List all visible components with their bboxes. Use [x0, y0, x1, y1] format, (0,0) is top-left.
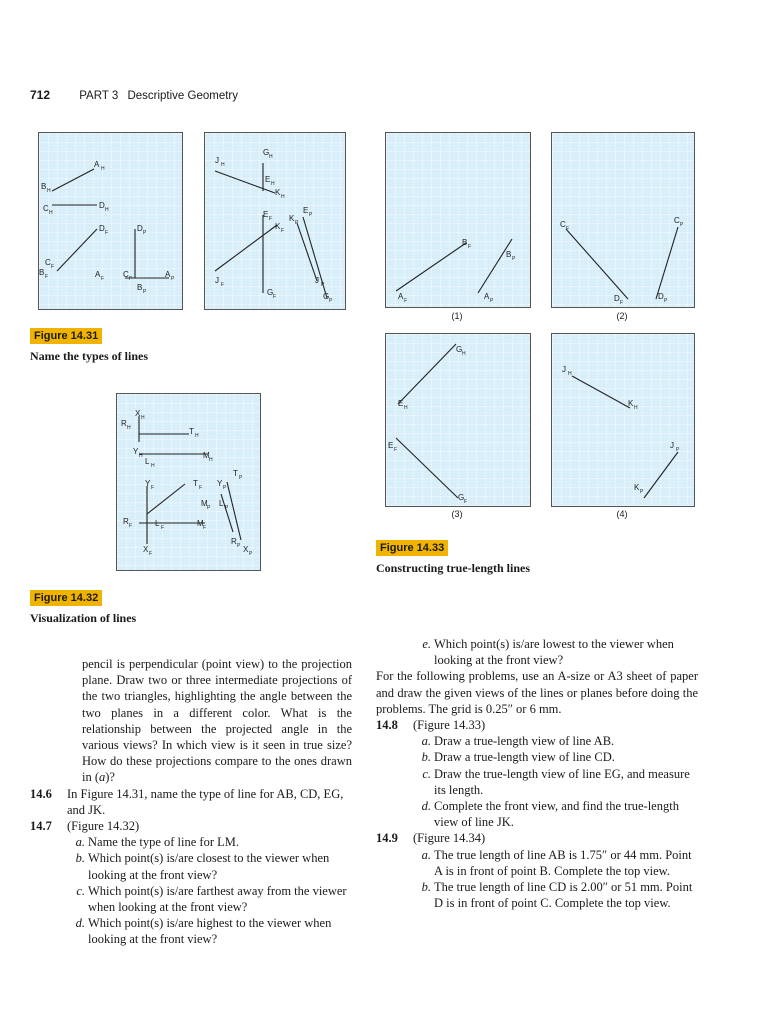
- figure-14-32-tag: Figure 14.32: [30, 590, 102, 606]
- pt-XP: X: [243, 545, 249, 554]
- svg-text:P: P: [225, 505, 229, 511]
- figure-14-33-panel-3-label: (3): [451, 509, 463, 519]
- pt-TF: T: [193, 479, 198, 488]
- pt-EP: E: [303, 206, 309, 215]
- pt-CF: C: [560, 220, 566, 229]
- problem-14-8: 14.8 (Figure 14.33): [376, 718, 486, 733]
- problem-14-8-a: a. Draw a true-length view of line AB.: [421, 734, 615, 749]
- svg-text:F: F: [199, 485, 203, 491]
- pt-JF: J: [215, 276, 219, 285]
- pt-KP: K: [634, 483, 640, 492]
- svg-text:H: H: [127, 425, 131, 431]
- intro-paragraph: For the following problems, use an A-size or A3 sheet of paper and draw the given views of the lines or planes before doing the problems. The grid is 0.25″ or 6 mm.: [376, 669, 698, 716]
- pt-GH: G: [263, 148, 270, 157]
- svg-text:P: P: [329, 298, 333, 304]
- pt-BP: B: [137, 283, 143, 292]
- svg-text:F: F: [394, 447, 398, 453]
- svg-text:F: F: [101, 276, 105, 282]
- pt-RH: R: [121, 419, 127, 428]
- pt-CH: C: [43, 204, 49, 213]
- svg-text:F: F: [281, 228, 285, 234]
- pt-AF: A: [398, 292, 404, 301]
- svg-text:F: F: [129, 523, 133, 529]
- pt-YP: Y: [217, 479, 223, 488]
- figure-14-32: [116, 393, 261, 571]
- pt-GH: G: [456, 345, 463, 354]
- problem-14-8-b: b. Draw a true-length view of line CD.: [421, 750, 615, 765]
- pt-RF: R: [123, 517, 129, 526]
- figure-14-33-panel-4: [551, 333, 695, 507]
- pt-JP: J: [670, 441, 674, 450]
- problem-14-9: 14.9 (Figure 14.34): [376, 831, 486, 846]
- problem-14-7-c: c. Which point(s) is/are farthest away from the viewer when looking at the front view?: [76, 883, 347, 915]
- figure-14-31-panel-b: [204, 132, 346, 310]
- figure-14-33-caption: Constructing true-length lines: [376, 561, 530, 575]
- problem-14-7-d: d. Which point(s) is/are highest to the viewer when looking at the front view?: [75, 916, 332, 947]
- pt-EH: E: [265, 175, 271, 184]
- svg-text:F: F: [51, 264, 55, 270]
- svg-text:F: F: [161, 525, 165, 531]
- pt-KH: K: [275, 188, 281, 197]
- svg-text:P: P: [223, 485, 227, 491]
- figure-14-32-caption: Visualization of lines: [30, 611, 137, 625]
- svg-text:P: P: [490, 298, 494, 304]
- pt-DP: D: [137, 224, 143, 233]
- svg-text:P: P: [640, 489, 644, 495]
- part-label: PART 3: [79, 90, 119, 102]
- pt-CP: C: [674, 216, 680, 225]
- pt-XF: X: [143, 545, 149, 554]
- pt-KP: K: [289, 214, 295, 223]
- svg-text:F: F: [404, 298, 408, 304]
- problem-14-8-c: c. Draw the true-length view of line EG, and measure its length.: [422, 766, 690, 797]
- pt-GF: G: [458, 493, 465, 502]
- svg-text:P: P: [295, 220, 299, 226]
- svg-text:F: F: [203, 525, 207, 531]
- pt-RP: R: [231, 537, 237, 546]
- pt-DP: D: [658, 292, 664, 301]
- pt-TP: T: [233, 469, 238, 478]
- svg-text:H: H: [49, 210, 53, 216]
- svg-text:P: P: [321, 282, 325, 288]
- pt-BP: B: [506, 250, 512, 259]
- figure-14-31-tag: Figure 14.31: [30, 328, 102, 344]
- svg-text:F: F: [149, 551, 153, 557]
- pt-AH: A: [94, 160, 100, 169]
- problem-14-8-d: d. Complete the front view, and find the true-length view of line JK.: [421, 799, 679, 830]
- svg-text:P: P: [143, 230, 147, 236]
- svg-text:H: H: [269, 154, 273, 160]
- figure-14-33-panel-1-label: (1): [451, 311, 463, 321]
- svg-text:F: F: [273, 294, 277, 300]
- figure-14-33-panel-2-label: (2): [616, 311, 628, 321]
- pt-DF: D: [614, 294, 620, 303]
- svg-text:H: H: [462, 351, 466, 357]
- pt-JP: J: [315, 276, 319, 285]
- svg-text:H: H: [47, 188, 51, 194]
- figure-14-33-panel-3: [385, 333, 531, 507]
- problem-14-7-b: b. Which point(s) is/are closest to the viewer when looking at the front view?: [75, 851, 330, 882]
- pt-EF: E: [263, 210, 269, 219]
- problem-14-9-a: a. The true length of line AB is 1.75″ or 44 mm. Point A is in front of point B. Complete the top view.: [421, 847, 692, 878]
- svg-text:P: P: [129, 276, 133, 282]
- pt-JH: J: [215, 156, 219, 165]
- problem-14-7-e: e. Which point(s) is/are lowest to the viewer when looking at the front view?: [422, 637, 674, 668]
- pt-AP: A: [484, 292, 490, 301]
- pt-MH: M: [203, 451, 210, 460]
- pt-MF: M: [197, 519, 204, 528]
- pt-JH: J: [562, 365, 566, 374]
- svg-text:F: F: [468, 244, 472, 250]
- svg-text:P: P: [680, 222, 684, 228]
- page-header: [30, 88, 238, 102]
- svg-text:F: F: [566, 226, 570, 232]
- pt-DH: D: [99, 201, 105, 210]
- svg-text:F: F: [269, 216, 273, 222]
- pt-AF: A: [95, 270, 101, 279]
- pt-MP: M: [201, 499, 208, 508]
- pt-XH: X: [135, 409, 141, 418]
- svg-text:P: P: [309, 212, 313, 218]
- section-title: Descriptive Geometry: [127, 90, 238, 102]
- svg-text:F: F: [151, 485, 155, 491]
- pt-BF: B: [462, 238, 468, 247]
- svg-text:H: H: [195, 433, 199, 439]
- problem-14-9-b: b. The true length of line CD is 2.00″ or 51 mm. Point D is in front of point C. Complete the top view.: [421, 880, 693, 911]
- svg-text:F: F: [105, 230, 109, 236]
- svg-text:P: P: [512, 256, 516, 262]
- pt-YH: Y: [133, 447, 139, 456]
- problem-14-7: 14.7 (Figure 14.32): [30, 819, 140, 834]
- left-text-column: [30, 656, 352, 948]
- pt-LF: L: [155, 519, 160, 528]
- pt-EH: E: [398, 399, 404, 408]
- pt-CP: C: [123, 270, 129, 279]
- svg-text:P: P: [207, 505, 211, 511]
- pt-BF: B: [39, 268, 45, 277]
- problem-14-7-a: a. Name the type of line for LM.: [75, 835, 239, 850]
- figure-14-31-caption: Name the types of lines: [30, 349, 148, 363]
- svg-text:H: H: [105, 207, 109, 213]
- right-text-column: [376, 636, 698, 911]
- svg-text:P: P: [171, 276, 175, 282]
- pt-DF: D: [99, 224, 105, 233]
- svg-text:H: H: [634, 405, 638, 411]
- pt-GP: G: [323, 292, 330, 301]
- pt-KH: K: [628, 399, 634, 408]
- page-number: 712: [30, 88, 51, 102]
- svg-text:H: H: [101, 166, 105, 172]
- svg-text:H: H: [141, 415, 145, 421]
- svg-text:H: H: [271, 181, 275, 187]
- figure-14-33-panel-4-label: (4): [616, 509, 628, 519]
- svg-text:H: H: [151, 463, 155, 469]
- svg-text:P: P: [237, 543, 241, 549]
- figure-14-31-panel-a: [38, 132, 183, 310]
- pt-KF: K: [275, 222, 281, 231]
- pt-LH: L: [145, 457, 150, 466]
- svg-text:P: P: [676, 447, 680, 453]
- figure-14-33-tag: Figure 14.33: [376, 540, 448, 556]
- svg-text:F: F: [620, 300, 624, 306]
- pt-EF: E: [388, 441, 394, 450]
- svg-text:P: P: [249, 551, 253, 557]
- figure-14-33-panel-1: [385, 132, 531, 308]
- continuation-paragraph: pencil is perpendicular (point view) to the projection plane. Draw two or three intermediate projections of the two triangles, highlighting the angle between the two planes in a different color. What is the relationship between the projected angle in the various views? In which view is it seen in true size? How do these projections compare to the ones drawn in (a)?: [82, 657, 352, 785]
- pt-TH: T: [189, 427, 194, 436]
- svg-text:F: F: [221, 282, 225, 288]
- pt-CF: C: [45, 258, 51, 267]
- svg-text:H: H: [281, 194, 285, 200]
- pt-AP: A: [165, 270, 171, 279]
- svg-text:H: H: [568, 371, 572, 377]
- pt-YF: Y: [145, 479, 151, 488]
- figure-14-33-panel-2: [551, 132, 695, 308]
- svg-text:P: P: [143, 289, 147, 295]
- pt-LP: L: [219, 499, 224, 508]
- pt-BH: B: [41, 182, 47, 191]
- pt-GF: G: [267, 288, 274, 297]
- svg-text:F: F: [464, 499, 468, 505]
- problem-14-6: 14.6 In Figure 14.31, name the type of line for AB, CD, EG, and JK.: [30, 786, 344, 817]
- svg-text:H: H: [139, 453, 143, 459]
- svg-text:H: H: [404, 405, 408, 411]
- svg-text:F: F: [45, 274, 49, 280]
- svg-text:H: H: [209, 457, 213, 463]
- svg-text:H: H: [221, 162, 225, 168]
- svg-text:P: P: [239, 475, 243, 481]
- svg-text:P: P: [664, 298, 668, 304]
